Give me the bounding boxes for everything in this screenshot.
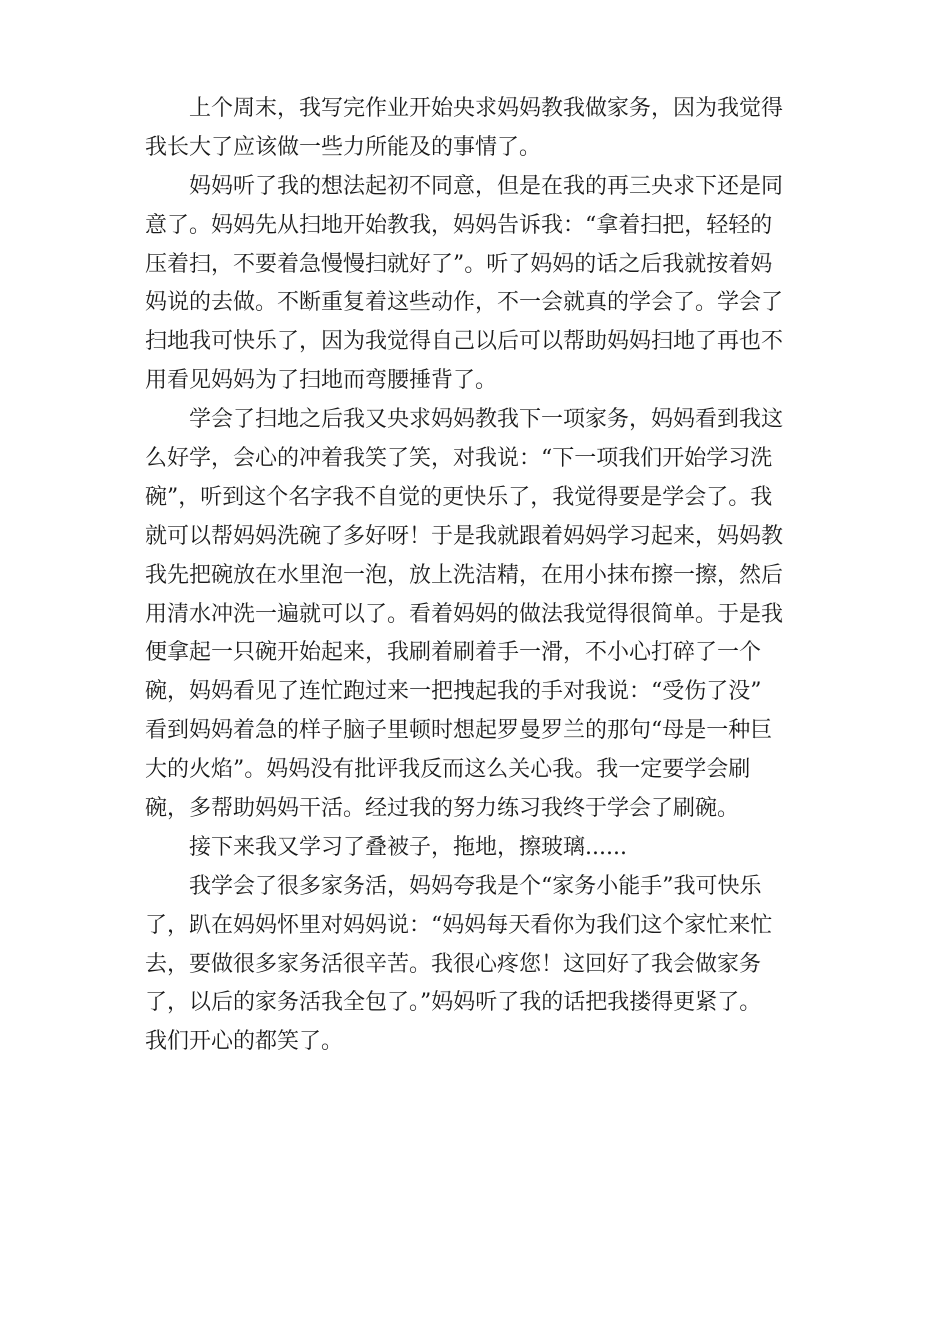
document-body <box>145 90 797 1062</box>
text-line: 我学会了很多家务活，妈妈夸我是个“家务小能手”我可快乐 <box>189 873 762 899</box>
text-line: 用看见妈妈为了扫地而弯腰捶背了。 <box>145 368 498 394</box>
text-line: 了，以后的家务活我全包了。”妈妈听了我的话把我搂得更紧了。 <box>145 990 762 1016</box>
text-line: 碗，多帮助妈妈干活。经过我的努力练习我终于学会了刷碗。 <box>145 796 740 822</box>
text-line: 上个周末，我写完作业开始央求妈妈教我做家务，因为我觉得 <box>189 96 784 121</box>
text-line: 就可以帮妈妈洗碗了多好呀！于是我就跟着妈妈学习起来，妈妈教 <box>145 523 784 549</box>
text-line: 我长大了应该做一些力所能及的事情了。 <box>145 134 542 160</box>
text-line: 便拿起一只碗开始起来，我刷着刷着手一滑，不小心打碎了一个 <box>145 640 762 666</box>
text-line: 碗”，听到这个名字我不自觉的更快乐了，我觉得要是学会了。我 <box>145 484 773 510</box>
text-line: 妈说的去做。不断重复着这些动作，不一会就真的学会了。学会了 <box>145 290 784 316</box>
text-line: 扫地我可快乐了，因为我觉得自己以后可以帮助妈妈扫地了再也不 <box>145 329 784 355</box>
text-line: 了，趴在妈妈怀里对妈妈说：“妈妈每天看你为我们这个家忙来忙 <box>145 912 773 938</box>
text-line: 用清水冲洗一遍就可以了。看着妈妈的做法我觉得很简单。于是我 <box>145 601 784 627</box>
text-line: 我们开心的都笑了。 <box>145 1029 344 1055</box>
text-line: 去，要做很多家务活很辛苦。我很心疼您！这回好了我会做家务 <box>145 951 762 977</box>
text-line: 大的火焰”。妈妈没有批评我反而这么关心我。我一定要学会刷 <box>145 757 751 783</box>
text-line: 么好学，会心的冲着我笑了笑，对我说：“下一项我们开始学习洗 <box>145 446 773 472</box>
text-line: 接下来我又学习了叠被子，拖地，擦玻璃...... <box>189 834 627 860</box>
text-line: 学会了扫地之后我又央求妈妈教我下一项家务，妈妈看到我这 <box>189 407 784 433</box>
text-line: 我先把碗放在水里泡一泡，放上洗洁精，在用小抹布擦一擦，然后 <box>145 562 784 588</box>
text-line: 妈妈听了我的想法起初不同意，但是在我的再三央求下还是同 <box>189 173 784 199</box>
text-line: 碗，妈妈看见了连忙跑过来一把拽起我的手对我说：“受伤了没” <box>145 679 762 705</box>
text-line: 看到妈妈着急的样子脑子里顿时想起罗曼罗兰的那句“母是一种巨 <box>145 718 773 744</box>
text-line: 意了。妈妈先从扫地开始教我，妈妈告诉我：“拿着扫把，轻轻的 <box>145 212 773 238</box>
text-line: 压着扫，不要着急慢慢扫就好了”。听了妈妈的话之后我就按着妈 <box>145 251 773 277</box>
